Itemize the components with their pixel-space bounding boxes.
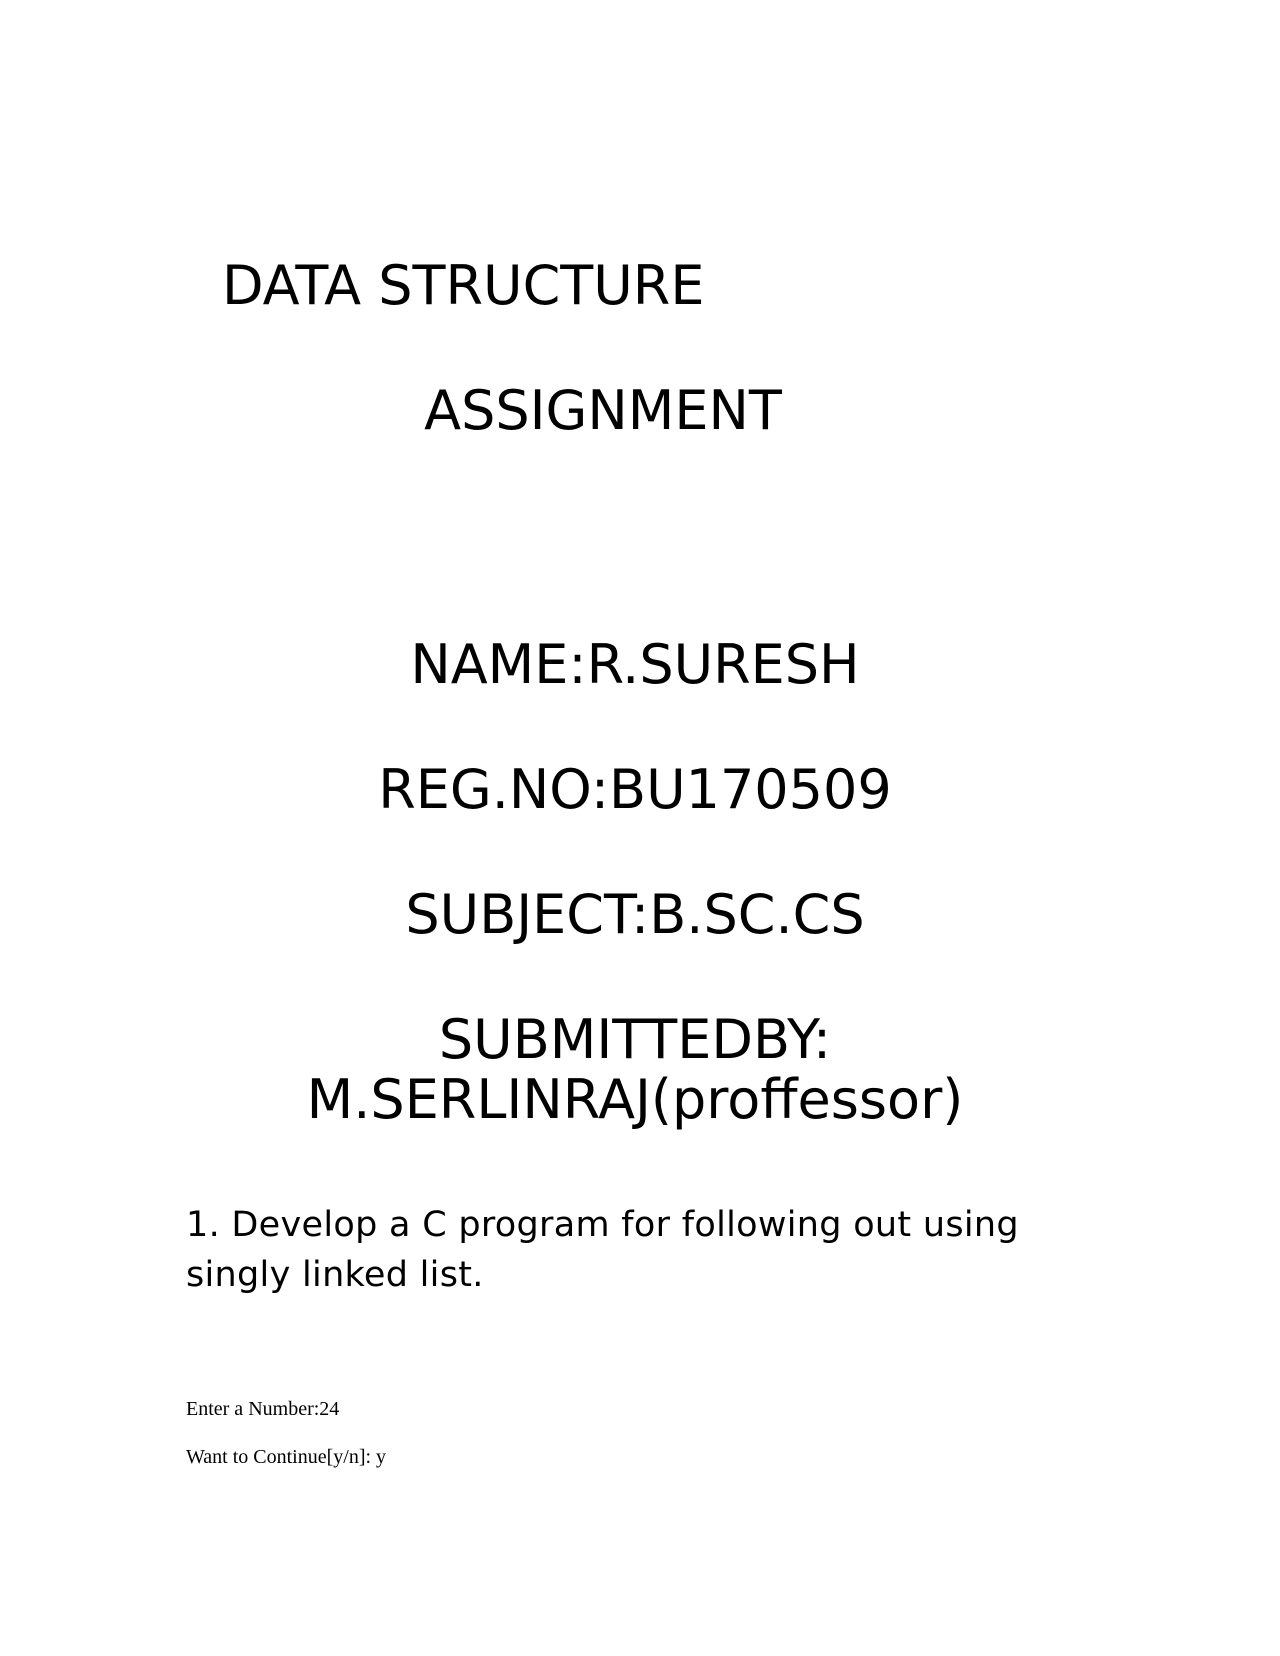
- submitted-by-label: SUBMITTEDBY:: [438, 1008, 832, 1071]
- question-text: 1. Develop a C program for following out using singly linked list.: [186, 1205, 1019, 1295]
- student-name: NAME:R.SURESH: [410, 633, 860, 696]
- subject: SUBJECT:B.SC.CS: [405, 883, 865, 946]
- title-data-structure: DATA STRUCTURE: [222, 254, 705, 317]
- registration-number: REG.NO:BU170509: [378, 758, 892, 821]
- title-assignment: ASSIGNMENT: [424, 379, 782, 442]
- program-output-line: Enter a Number:24: [186, 1398, 340, 1420]
- program-output-line: Want to Continue[y/n]: y: [186, 1446, 387, 1468]
- professor-name: M.SERLINRAJ(proffessor): [306, 1068, 964, 1131]
